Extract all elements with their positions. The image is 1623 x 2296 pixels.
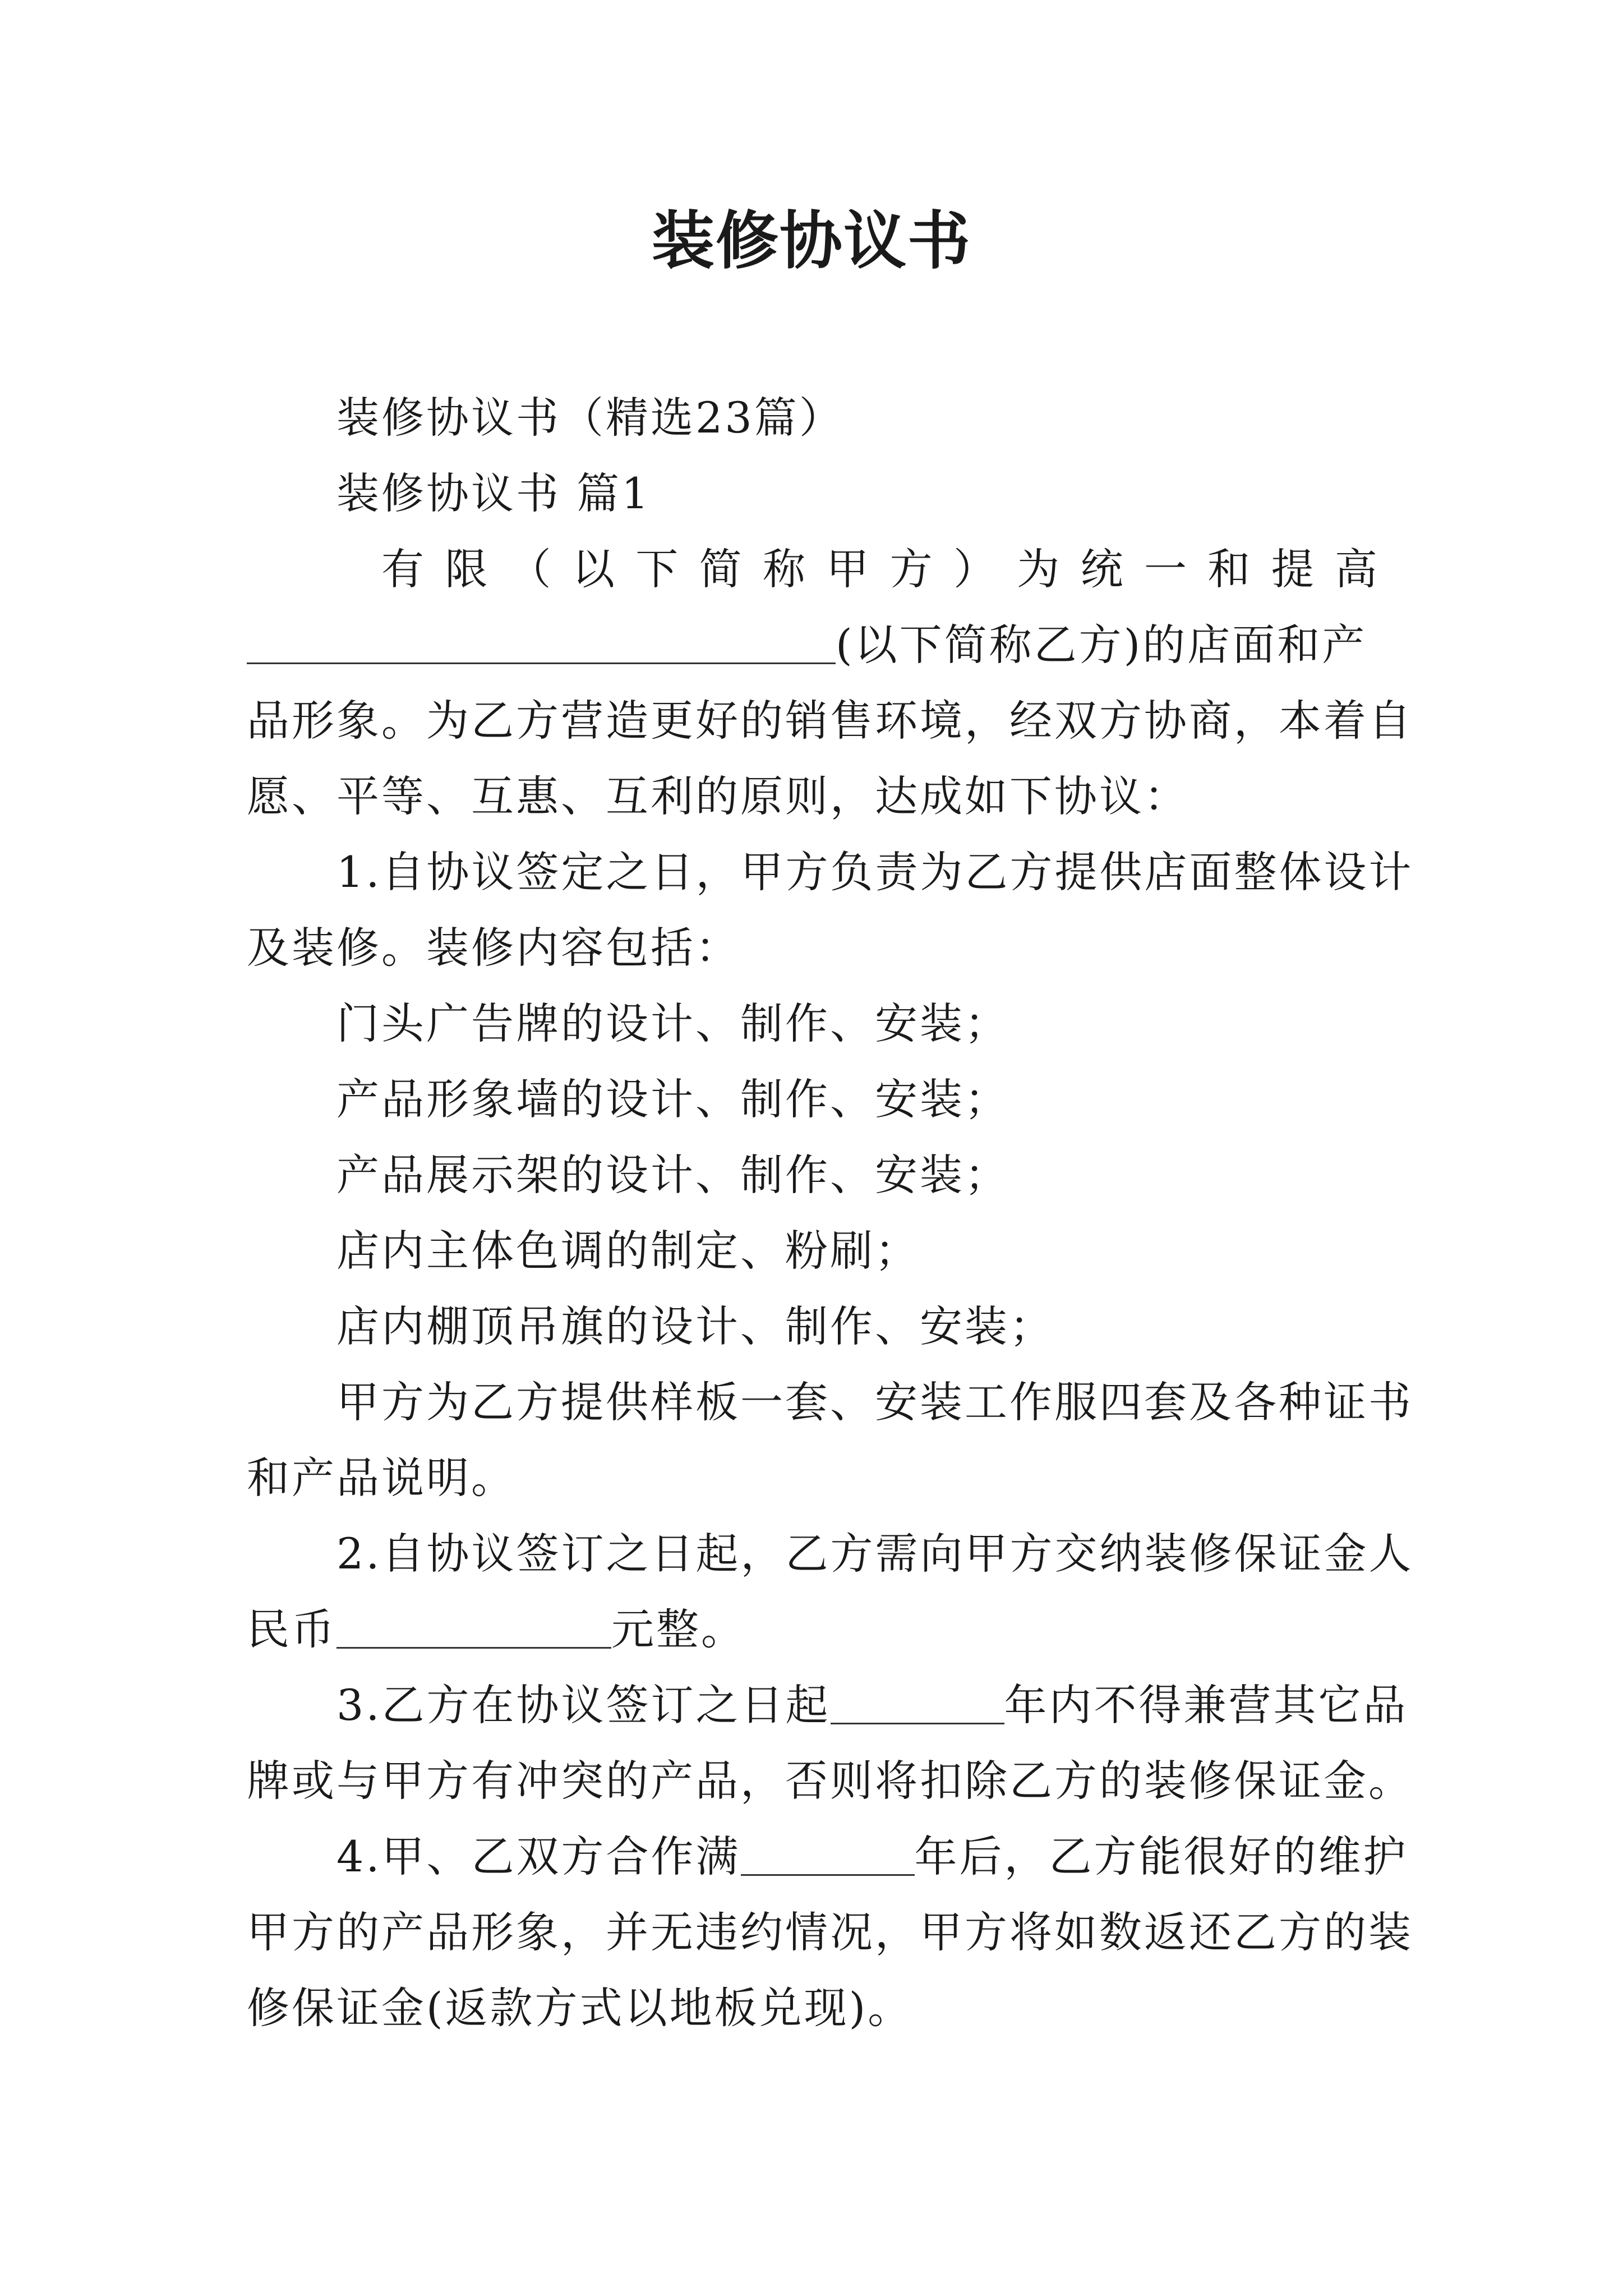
item-4-line-1-before: 4.甲、乙双方合作满 <box>336 1832 741 1881</box>
item-2-line-2 <box>0 1599 1623 1660</box>
intro-char: 下 <box>635 544 681 594</box>
fill-in-blank <box>741 1838 915 1876</box>
item-3-line-1-before: 3.乙方在协议签订之日起 <box>336 1680 831 1730</box>
item-1-line-1: 1.自协议签定之日，甲方负责为乙方提供店面整体设计 <box>336 847 1414 897</box>
intro-line-2 <box>0 614 1623 676</box>
supply-line-2: 和产品说明。 <box>247 1453 516 1503</box>
fill-in-blank <box>831 1687 1004 1724</box>
item-3-line-1 <box>0 1674 1623 1736</box>
item-2-line-2-after: 元整。 <box>611 1604 746 1654</box>
intro-char: 限 <box>445 544 490 594</box>
intro-char: 提 <box>1271 544 1316 594</box>
intro-char: 和 <box>1207 544 1253 594</box>
item-4-line-1-after: 年后，乙方能很好的维护 <box>914 1832 1408 1881</box>
intro-char: 方 <box>889 544 935 594</box>
document-subtitle: 装修协议书（精选23篇） <box>336 393 844 443</box>
item-2-line-1: 2.自协议签订之日起，乙方需向甲方交纳装修保证金人 <box>336 1529 1414 1579</box>
intro-char: 统 <box>1080 544 1126 594</box>
supply-line-1: 甲方为乙方提供样板一套、安装工作服四套及各种证书 <box>336 1377 1413 1427</box>
intro-char: 甲 <box>826 544 872 594</box>
sub-item: 店内主体色调的制定、粉刷； <box>336 1226 920 1276</box>
intro-line-1 <box>381 539 1380 600</box>
item-4-line-2: 甲方的产品形象，并无违约情况，甲方将如数返还乙方的装 <box>247 1907 1413 1957</box>
item-1-line-2: 及装修。装修内容包括： <box>247 923 740 973</box>
item-3-line-1-after: 年内不得兼营其它品 <box>1004 1680 1408 1730</box>
sub-item: 产品形象墙的设计、制作、安装； <box>336 1074 1009 1124</box>
item-3-line-2: 牌或与甲方有冲突的产品，否则将扣除乙方的装修保证金。 <box>247 1756 1413 1806</box>
document-title: 装修协议书 <box>652 204 971 278</box>
intro-char: 有 <box>381 544 426 594</box>
fill-in-blank <box>247 627 836 664</box>
sub-item: 店内棚顶吊旗的设计、制作、安装； <box>336 1301 1054 1351</box>
item-4-line-3: 修保证金(返款方式以地板兑现)。 <box>247 1983 913 2033</box>
intro-line-3: 品形象。为乙方营造更好的销售环境，经双方协商，本着自 <box>247 696 1413 746</box>
intro-char: 为 <box>1017 544 1062 594</box>
intro-line-2-text: (以下简称乙方)的店面和产 <box>836 620 1367 670</box>
intro-char: 高 <box>1334 544 1380 594</box>
intro-char: 一 <box>1144 544 1189 594</box>
section-heading: 装修协议书 篇1 <box>336 468 651 518</box>
intro-char: 称 <box>762 544 808 594</box>
sub-item: 门头广告牌的设计、制作、安装； <box>336 999 1009 1048</box>
intro-line-4: 愿、平等、互惠、互利的原则，达成如下协议： <box>247 771 1189 821</box>
intro-char: 简 <box>699 544 744 594</box>
intro-char: （ <box>508 544 554 594</box>
fill-in-blank <box>336 1611 611 1649</box>
sub-item: 产品展示架的设计、制作、安装； <box>336 1150 1009 1200</box>
intro-char: 以 <box>571 544 617 594</box>
item-2-line-2-before: 民币 <box>247 1604 336 1654</box>
item-4-line-1 <box>0 1826 1623 1888</box>
intro-char: ） <box>953 544 998 594</box>
